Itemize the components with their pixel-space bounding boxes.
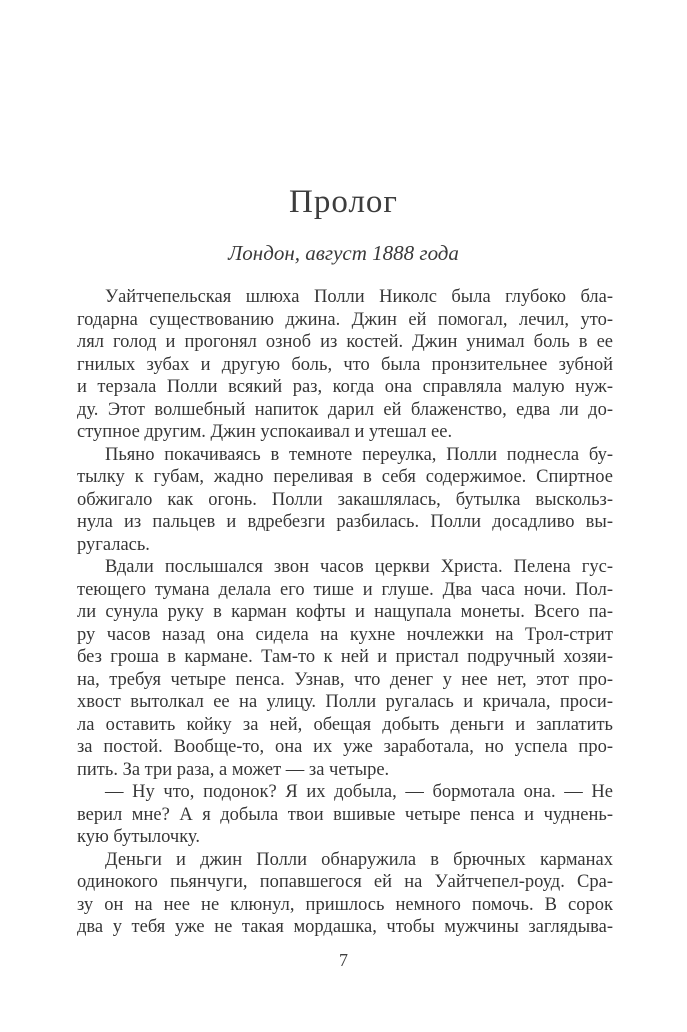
text-line: обжигало как огонь. Полли закашлялась, бутылка выскольз- — [77, 489, 613, 510]
chapter-subtitle: Лондон, август 1888 года — [228, 241, 459, 265]
paragraph-1 — [77, 286, 613, 444]
text-line: за постой. Вообще-то, она их уже заработала, но успела про- — [77, 737, 613, 757]
text-line: хвост вытолкал ее на улицу. Полли ругалась и кричала, проси- — [77, 692, 613, 712]
text-line: одинокого пьянчуги, попавшегося ей на Уайтчепел-роуд. Сра- — [77, 872, 613, 892]
body-text — [77, 286, 613, 939]
paragraph-2 — [77, 444, 613, 557]
text-line: — Ну что, подонок? Я их добыла, — бормотала она. — Не — [105, 782, 613, 802]
text-line: Деньги и джин Полли обнаружила в брючных карманах — [105, 849, 613, 870]
paragraph-5 — [77, 849, 613, 939]
text-line: пить. За три раза, а может — за четыре. — [77, 759, 390, 780]
text-line: кую бутылочку. — [77, 827, 200, 847]
text-line: нула из пальцев и вдребезги разбилась. Полли досадливо вы- — [77, 512, 613, 532]
text-line: и терзала Полли всякий раз, когда она справляла малую нуж- — [77, 377, 613, 397]
text-line: теющего тумана делала его тише и глуше. Два часа ночи. Пол- — [77, 579, 613, 600]
chapter-title: Пролог — [289, 184, 398, 220]
text-line: без гроша в кармане. Там-то к ней и пристал подручный хозяи- — [77, 647, 613, 667]
page-number: 7 — [339, 950, 348, 970]
text-line: на, требуя четыре пенса. Узнав, что денег у нее нет, этот про- — [77, 669, 613, 690]
text-line: ругалась. — [77, 534, 150, 555]
paragraph-4-dialogue — [77, 781, 613, 849]
text-line: лял голод и прогонял озноб из костей. Джин унимал боль в ее — [77, 332, 613, 352]
paragraph-3 — [77, 556, 613, 781]
text-line: зу он на нее не клюнул, пришлось немного помочь. В сорок — [77, 894, 613, 915]
text-line: ступное другим. Джин успокаивал и утешал ее. — [77, 422, 453, 442]
text-line: Пьяно покачиваясь в темноте переулка, Полли поднесла бу- — [105, 444, 613, 465]
text-line: ру часов назад она сидела на кухне ночлежки на Трол-стрит — [77, 624, 613, 645]
text-line: тылку к губам, жадно переливая в себя содержимое. Спиртное — [77, 467, 613, 487]
text-line: Вдали послышался звон часов церкви Христа. Пелена гус- — [105, 557, 613, 577]
text-line: ла оставить койку за ней, обещая добыть деньги и заплатить — [77, 714, 613, 735]
text-line: ли сунула руку в карман кофты и нащупала монеты. Всего па- — [77, 602, 613, 622]
text-line: верил мне? А я добыла твои вшивые четыре пенса и чуднень- — [77, 804, 613, 825]
text-line: ду. Этот волшебный напиток дарил ей блаженство, едва ли до- — [77, 399, 613, 420]
text-line: Уайтчепельская шлюха Полли Николс была глубоко бла- — [105, 287, 613, 307]
text-line: годарна существованию джина. Джин ей помогал, лечил, уто- — [77, 309, 613, 330]
text-line: гнилых зубах и другую боль, что была пронзительнее зубной — [77, 354, 613, 375]
text-line: два у тебя уже не такая мордашка, чтобы мужчины заглядыва- — [77, 917, 613, 937]
